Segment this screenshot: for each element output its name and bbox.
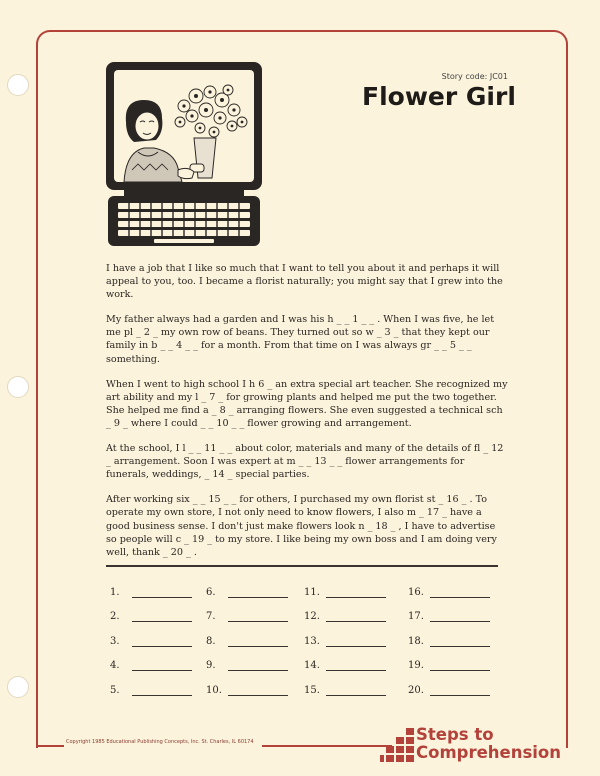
answer-blank[interactable] (430, 695, 490, 696)
copyright-notice: Copyright 1985 Educational Publishing Concepts, Inc. St. Charles, IL 60174 (66, 739, 254, 745)
story-paragraph-5: After working six _ _ 15 _ _ for others, I purchased my own florist st _ 16 _ . To operate my own store, I not only need to know flowers, I also m _ 17 _ have a good business sense. I don't just make flowers look n _ 18 _ , I have to advertise so people will c _ 19 _ to my store. I like being my own boss and I am doing very well, thank _ 20 _ . (106, 494, 497, 558)
answer-row (110, 636, 510, 660)
binder-hole-middle (7, 376, 29, 398)
answer-blank[interactable] (326, 621, 386, 622)
answer-item: 20. (408, 685, 490, 696)
binder-hole-bottom (7, 676, 29, 698)
answer-item: 10. (206, 685, 288, 696)
answer-item: 7. (206, 611, 288, 622)
answer-item: 14. (304, 660, 386, 671)
story-paragraph-4: At the school, I l _ _ 11 _ _ about color, materials and many of the details of fl _ 12 _ arrangement. Soon I was expert at m _ _ 13 _ _ flower arrangements for funerals, weddings, _ 14 _ special parties. (106, 443, 504, 481)
answer-item: 19. (408, 660, 490, 671)
answer-blank[interactable] (430, 646, 490, 647)
answer-blank[interactable] (430, 621, 490, 622)
answer-blank[interactable] (228, 597, 288, 598)
answer-blank[interactable] (430, 670, 490, 671)
answer-row (110, 611, 510, 635)
answer-item: 13. (304, 636, 386, 647)
answer-blank[interactable] (132, 670, 192, 671)
answer-item: 2. (110, 611, 192, 622)
answer-blank[interactable] (326, 646, 386, 647)
answer-row (110, 660, 510, 684)
answer-blank[interactable] (228, 670, 288, 671)
page-title: Flower Girl (362, 82, 516, 111)
answer-blank[interactable] (326, 695, 386, 696)
story-paragraph-2: My father always had a garden and I was his h _ _ 1 _ _ . When I was five, he let me pl _ 2 _ my own row of beans. They turned out so w _ 3 _ that they kept our family in b _ _ 4 _ _ for a month. From that time on I was always gr _ _ 5 _ _ something. (106, 314, 495, 365)
answer-item: 8. (206, 636, 288, 647)
answer-blank[interactable] (132, 646, 192, 647)
logo-line-1: Steps to (416, 725, 494, 744)
answer-grid (110, 587, 510, 709)
answer-blank[interactable] (430, 597, 490, 598)
series-logo-text (416, 726, 561, 762)
answer-item: 3. (110, 636, 192, 647)
story-text (106, 262, 508, 571)
answer-blank[interactable] (326, 597, 386, 598)
answer-item: 4. (110, 660, 192, 671)
answer-item: 18. (408, 636, 490, 647)
answer-blank[interactable] (228, 695, 288, 696)
footer-rule-left (36, 745, 64, 747)
answer-item: 11. (304, 587, 386, 598)
answer-item: 5. (110, 685, 192, 696)
story-paragraph-3: When I went to high school I h 6 _ an extra special art teacher. She recognized my art ability and my l _ 7 _ for growing plants and helped me put the two together. She helped me find a _ 8 _ arranging flowers. She even suggested a technical sch _ 9 _ where I could _ _ 10 _ _ flower growing and arrangement. (106, 378, 508, 429)
answer-row (110, 587, 510, 611)
answer-section-divider (106, 565, 498, 567)
story-code: Story code: JC01 (441, 72, 508, 81)
answer-blank[interactable] (228, 621, 288, 622)
binder-hole-top (7, 74, 29, 96)
answer-blank[interactable] (132, 597, 192, 598)
answer-item: 16. (408, 587, 490, 598)
answer-item: 9. (206, 660, 288, 671)
answer-blank[interactable] (132, 621, 192, 622)
answer-blank[interactable] (326, 670, 386, 671)
footer-rule-middle (262, 745, 392, 747)
answer-blank[interactable] (132, 695, 192, 696)
answer-blank[interactable] (228, 646, 288, 647)
story-paragraph-1: I have a job that I like so much that I want to tell you about it and perhaps it will appeal to you, too. I became a florist naturally; you might say that I grew into the work. (106, 263, 503, 301)
answer-row (110, 685, 510, 709)
answer-item: 12. (304, 611, 386, 622)
answer-item: 6. (206, 587, 288, 598)
answer-item: 1. (110, 587, 192, 598)
computer-illustration (104, 60, 264, 250)
answer-item: 15. (304, 685, 386, 696)
logo-line-2: Comprehension (416, 743, 562, 762)
answer-item: 17. (408, 611, 490, 622)
